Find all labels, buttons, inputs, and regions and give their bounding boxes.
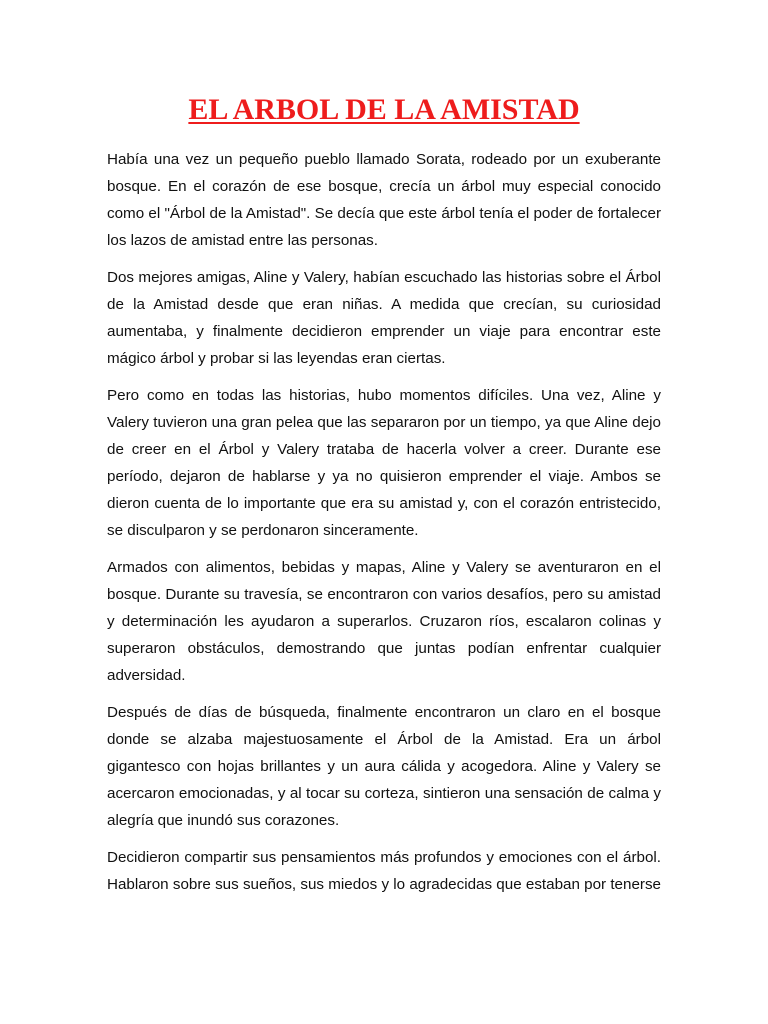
document-body — [107, 146, 661, 908]
paragraph-6: Decidieron compartir sus pensamientos más profundos y emociones con el árbol. Hablaron sobre sus sueños, sus miedos y lo agradecidas que estaban por tenerse — [107, 849, 661, 893]
paragraph-5: Después de días de búsqueda, finalmente encontraron un claro en el bosque donde se alzaba majestuosamente el Árbol de la Amistad. Era un árbol gigantesco con hojas brillantes y un aura cálida y acogedora. Aline y Valery se acercaron emocionadas, y al tocar su corteza, sintieron una sensación de calma y alegría que inundó sus corazones. — [107, 704, 661, 829]
paragraph-4: Armados con alimentos, bebidas y mapas, Aline y Valery se aventuraron en el bosque. Durante su travesía, se encontraron con varios desafíos, pero su amistad y determinación les ayudaron a superarlos. Cruzaron ríos, escalaron colinas y superaron obstáculos, demostrando que juntas podían enfrentar cualquier adversidad. — [107, 559, 661, 684]
document-title-text: EL ARBOL DE LA AMISTAD — [188, 93, 580, 126]
paragraph-2: Dos mejores amigas, Aline y Valery, habían escuchado las historias sobre el Árbol de la Amistad desde que eran niñas. A medida que crecían, su curiosidad aumentaba, y finalmente decidieron emprender un viaje para encontrar este mágico árbol y probar si las leyendas eran ciertas. — [107, 269, 661, 367]
paragraph-3: Pero como en todas las historias, hubo momentos difíciles. Una vez, Aline y Valery tuvieron una gran pelea que las separaron por un tiempo, ya que Aline dejo de creer en el Árbol y Valery trataba de hacerla volver a creer. Durante ese período, dejaron de hablarse y ya no quisieron emprender el viaje. Ambos se dieron cuenta de lo importante que era su amistad y, con el corazón entristecido, se disculparon y se perdonaron sinceramente. — [107, 387, 661, 539]
paragraph-1: Había una vez un pequeño pueblo llamado Sorata, rodeado por un exuberante bosque. En el corazón de ese bosque, crecía un árbol muy especial conocido como el "Árbol de la Amistad". Se decía que este árbol tenía el poder de fortalecer los lazos de amistad entre las personas. — [107, 151, 661, 249]
document-title — [0, 90, 768, 130]
